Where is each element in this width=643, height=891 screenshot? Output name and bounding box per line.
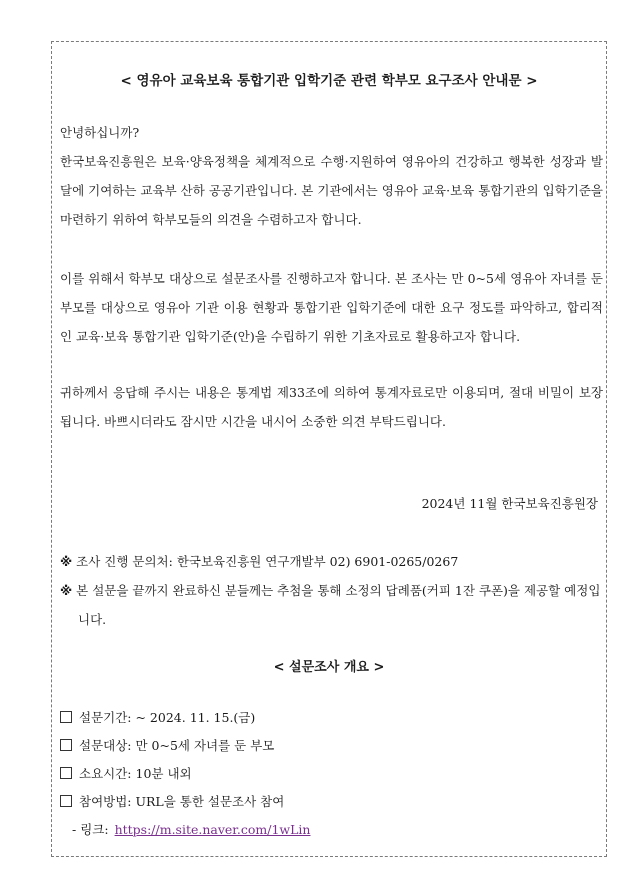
notice-title: < 영유아 교육보육 통합기관 입학기준 관련 학부모 요구조사 안내문 > xyxy=(120,73,538,89)
overview-list xyxy=(60,704,603,844)
notice-frame xyxy=(51,41,607,857)
survey-link[interactable]: https://m.site.naver.com/1wLin xyxy=(114,822,311,837)
overview-item-duration xyxy=(60,760,603,788)
overview-item-text: 참여방법: URL을 통한 설문조사 참여 xyxy=(79,794,285,809)
contact-note xyxy=(60,547,603,576)
square-bullet-icon xyxy=(60,711,72,723)
overview-item-text: 설문기간: ~ 2024. 11. 15.(금) xyxy=(79,710,256,725)
sign-off: 2024년 11월 한국보육진흥원장 xyxy=(421,496,598,511)
contact-note-text: 조사 진행 문의처: 한국보육진흥원 연구개발부 02) 6901-0265/0267 xyxy=(76,554,459,569)
intro-paragraph: 한국보육진흥원은 보육·양육정책을 체계적으로 수행·지원하여 영유아의 건강하고 행복한 성장과 발달에 기여하는 교육부 산하 공공기관입니다. 본 기관에서는 영유아 교육·보육 통합기관의 입학기준을 마련하기 위하여 학부모들의 의견을 수렴하고자 합니다. xyxy=(60,154,603,227)
overview-title: < 설문조사 개요 > xyxy=(273,660,385,675)
square-bullet-icon xyxy=(60,739,72,751)
survey-link-row xyxy=(60,816,603,844)
overview-item-text: 소요시간: 10분 내외 xyxy=(79,766,192,781)
reference-mark-icon: ※ xyxy=(60,583,73,598)
purpose-paragraph: 이를 위해서 학부모 대상으로 설문조사를 진행하고자 합니다. 본 조사는 만 0~5세 영유아 자녀를 둔 부모를 대상으로 영유아 기관 이용 현황과 통합기관 입학기준에 대한 요구 정도를 파악하고, 합리적인 교육·보육 통합기관 입학기준(안)을 수립하기 위한 기초자료로 활용하고자 합니다. xyxy=(60,271,603,344)
greeting-text: 안녕하십니까? xyxy=(60,125,140,140)
reference-mark-icon: ※ xyxy=(60,554,73,569)
overview-item-method xyxy=(60,788,603,816)
link-prefix: - 링크: xyxy=(72,822,109,837)
overview-item-text: 설문대상: 만 0~5세 자녀를 둔 부모 xyxy=(79,738,275,753)
square-bullet-icon xyxy=(60,767,72,779)
privacy-paragraph: 귀하께서 응답해 주시는 내용은 통계법 제33조에 의하여 통계자료로만 이용되며, 절대 비밀이 보장됩니다. 바쁘시더라도 잠시만 시간을 내시어 소중한 의견 부탁드립니다. xyxy=(60,385,603,429)
overview-item-period xyxy=(60,704,603,732)
reward-note xyxy=(60,576,603,634)
overview-item-target xyxy=(60,732,603,760)
reward-note-text: 본 설문을 끝까지 완료하신 분들께는 추첨을 통해 소정의 답례품(커피 1잔 쿠폰)을 제공할 예정입니다. xyxy=(76,583,601,627)
square-bullet-icon xyxy=(60,795,72,807)
